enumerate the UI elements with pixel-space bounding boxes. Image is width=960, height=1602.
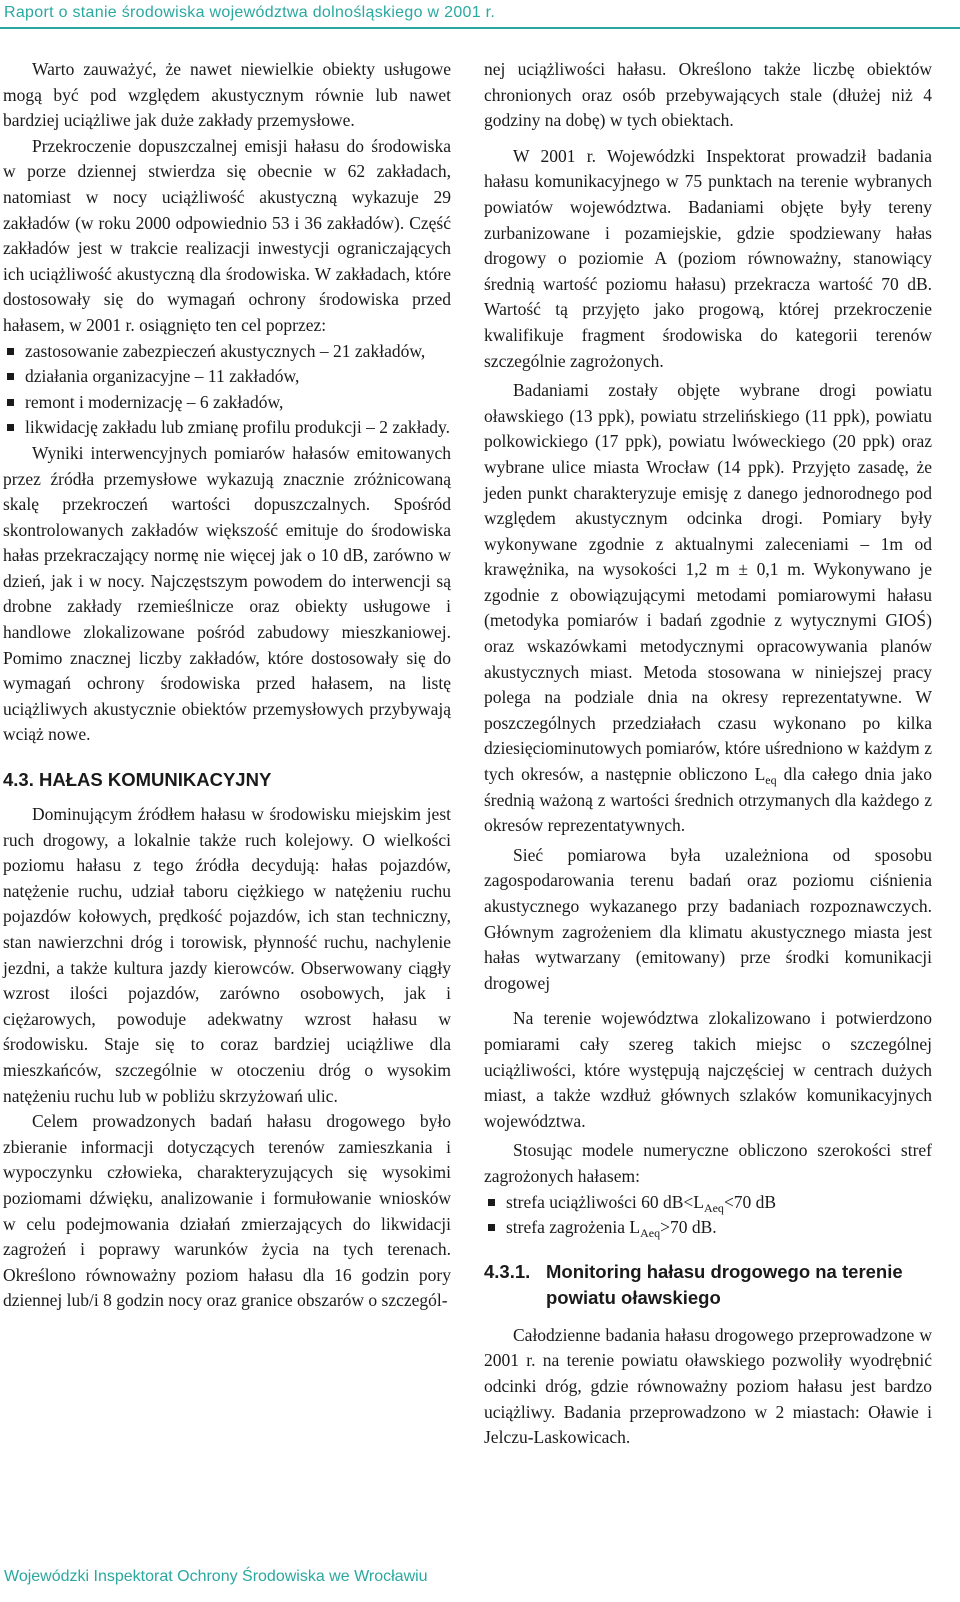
paragraph: Warto zauważyć, że nawet niewielkie obiekty usługowe mogą być pod względem akustycznym równie lub nawet bardziej uciążliwe jak duże zakłady przemysłowe. <box>3 59 451 131</box>
paragraph: Całodzienne badania hałasu drogowego przeprowadzone w 2001 r. na terenie powiatu oławskiego pozwoliły wyodrębnić odcinki dróg, gdzie równoważny poziom hałasu jest bardzo uciążliwy. Badania przeprowadzono w 2 miastach: Oławie i Jelczu-Laskowicach. <box>484 1324 932 1448</box>
subscript: Aeq <box>640 1226 661 1241</box>
paragraph-text: Badaniami zostały objęte wybrane drogi powiatu oławskiego (13 ppk), powiatu strzelińskiego (11 ppk), powiatu polkowickiego (17 ppk), powiatu lwóweckiego (20 ppk) oraz wybrane ulice miasta Wrocław (14 ppk). Przyjęto zasadę, że jeden punkt charakteryzuje emisję z danego jednorodnego pod względem akustycznym odcinka drogi. Pomiary były wykonywane zgodnie z aktualnymi zaleceniami – 1m od krawężnika, na wysokości 1,2 m ± 0,1 m. Wykonywano je zgodnie z obowiązującymi metodami pomiarowymi hałasu (metodyka pomiarów i badań zgodnie z wytycznymi GIOŚ) oraz wskazówkami metodycznymi opracowywania planów akustycznych miast. Metoda stosowana w niniejszej pracy polega na podziale dnia na okresy reprezentatywne. W poszczególnych przedziałach czasu wykonano po kilka dziesięciominutowych pomiarów, które uśredniono w każdym z tych okresów, a następnie obliczono L <box>484 380 932 785</box>
list-item <box>484 1215 932 1241</box>
subscript: Aeq <box>703 1200 724 1215</box>
list-item <box>484 1190 932 1216</box>
running-header-title: Raport o stanie środowiska województwa dolnośląskiego w 2001 r. <box>4 4 496 21</box>
footer-institution: Wojewódzki Inspektorat Ochrony Środowiska we Wrocławiu <box>4 1568 428 1585</box>
paragraph: Dominującym źródłem hałasu w środowisku miejskim jest ruch drogowy, a lokalnie także ruch kolejowy. O wielkości poziomu hałasu z tego źródła decydują: hałas pojazdów, natężenie ruchu, udział taboru ciężkiego w natężeniu ruchu pojazdów kołowych, prędkość pojazdów, ich stan techniczny, stan nawierzchni dróg i torowisk, płynność ruchu, nachylenie jezdni, a także kultura jazdy kierowców. Obserwowany ciągły wzrost ilości pojazdów, zarówno osobowych, jak i ciężarowych, powoduje adekwatny wzrost hałasu w środowisku. Staje się to coraz bardziej uciążliwe dla mieszkańców, szczególnie w otoczeniu dróg o wysokim natężeniu ruchu lub w pobliżu skrzyżowań ulic. <box>3 804 451 1106</box>
paragraph: Na terenie województwa zlokalizowano i potwierdzono pomiarami cały szereg takich miejsc o szczególnej uciążliwości, które występują najczęściej w centrach dużych miast, a także wzdłuż głównych szlaków komunikacyjnych województwa. <box>484 1008 932 1131</box>
paragraph: Przekroczenie dopuszczalnej emisji hałasu do środowiska w porze dziennej stwierdza się obecnie w 62 zakładach, natomiast w nocy uciążliwość akustyczną wykazuje 29 zakładów (w roku 2000 odpowiednio 53 i 36 zakładów). Część zakładów jest w trakcie realizacji inwestycji ograniczających ich uciążliwość akustyczną dla środowiska. W zakładach, które dostosowały się do wymagań ochrony środowiska przed hałasem, w 2001 r. osiągnięto ten cel poprzez: <box>3 135 451 335</box>
right-column <box>484 57 932 1451</box>
list-item-text: >70 dB. <box>660 1217 717 1238</box>
left-column <box>3 57 451 1314</box>
list-item-text: strefa zagrożenia L <box>506 1217 641 1238</box>
subsection-title: Monitoring hałasu drogowego na terenie powiatu oławskiego <box>546 1260 903 1308</box>
list-item: remont i modernizację – 6 zakładów, <box>3 390 451 416</box>
paragraph: Stosując modele numeryczne obliczono szerokości stref zagrożonych hałasem: <box>484 1140 932 1186</box>
paragraph: W 2001 r. Wojewódzki Inspektorat prowadził badania hałasu komunikacyjnego w 75 punktach na terenie wybranych powiatów województwa. Badaniami objęte były tereny zurbanizowane i pozamiejskie, gdzie spodziewany hałas drogowy o poziomie A (poziom równoważny, stanowiący średnią wartość poziomu hałasu) przekracza wartość 70 dB. Wartość tą przyjęto jako progową, której przekroczenie kwalifikuje fragment środowiska do kategorii terenów szczególnie zagrożonych. <box>484 145 932 371</box>
zones-list <box>484 1190 932 1241</box>
header-divider <box>0 27 960 29</box>
list-item: działania organizacyjne – 11 zakładów, <box>3 364 451 390</box>
paragraph: Wyniki interwencyjnych pomiarów hałasów emitowanych przez źródła przemysłowe wykazują znacznie zróżnicowaną skalę przekroczeń wartości dopuszczalnych. Spośród skontrolowanych zakładów większość emituje do środowiska hałas przekraczający normę nie więcej jak o 10 dB, zarówno w dzień, jak i w nocy. Najczęstszym powodem do interwencji są drobne zakłady rzemieślnicze oraz obiekty usługowe i handlowe zlokalizowane pośród zabudowy mieszkaniowej. Pomimo znacznej liczby zakładów, które dostosowały się do wymagań ochrony środowiska przed hałasem, na listę uciążliwych akustycznie obiektów przemysłowych przybywają wciąż nowe. <box>3 442 451 745</box>
list-item-text: strefa uciążliwości 60 dB<L <box>506 1191 704 1212</box>
list-item: likwidację zakładu lub zmianę profilu produkcji – 2 zakłady. <box>3 415 451 441</box>
section-heading: 4.3. HAŁAS KOMUNIKACYJNY <box>3 769 272 791</box>
paragraph: Sieć pomiarowa była uzależniona od sposobu zagospodarowania terenu badań oraz poziomu ciśnienia akustycznego wykazanego przy badaniach rozpoznawczych. Głównym zagrożeniem dla klimatu akustycznego miasta jest hałas wytwarzany (emitowany) prze środki komunikacji drogowej <box>484 844 932 993</box>
subsection-number: 4.3.1. <box>484 1260 531 1282</box>
list-item-text: <70 dB <box>723 1191 777 1212</box>
subsection-heading <box>484 1259 932 1311</box>
paragraph: Celem prowadzonych badań hałasu drogowego było zbieranie informacji dotyczących terenów zamieszkania i wypoczynku człowieka, charakteryzujących się wysokimi poziomami dźwięku, analizowanie i formułowanie wniosków w celu podejmowania działań zmierzających do likwidacji zagrożeń i poprawy warunków życia na tych terenach. Określono równoważny poziom hałasu dla 16 godzin pory dziennej lub/i 8 godzin nocy oraz granice obszarów o szczegól- <box>3 1111 451 1311</box>
paragraph-text: dla całego dnia jako średnią ważoną z wartości średnich otrzymanych dla każdego z okresów reprezentatywnych. <box>484 764 932 836</box>
paragraph <box>484 378 932 839</box>
subscript: eq <box>765 773 777 788</box>
paragraph: nej uciążliwości hałasu. Określono także liczbę obiektów chronionych oraz osób przebywających stale (dłużej niż 4 godziny na dobę) w tych obiektach. <box>484 59 932 131</box>
measures-list <box>3 339 451 441</box>
list-item: zastosowanie zabezpieczeń akustycznych – 21 zakładów, <box>3 339 451 365</box>
